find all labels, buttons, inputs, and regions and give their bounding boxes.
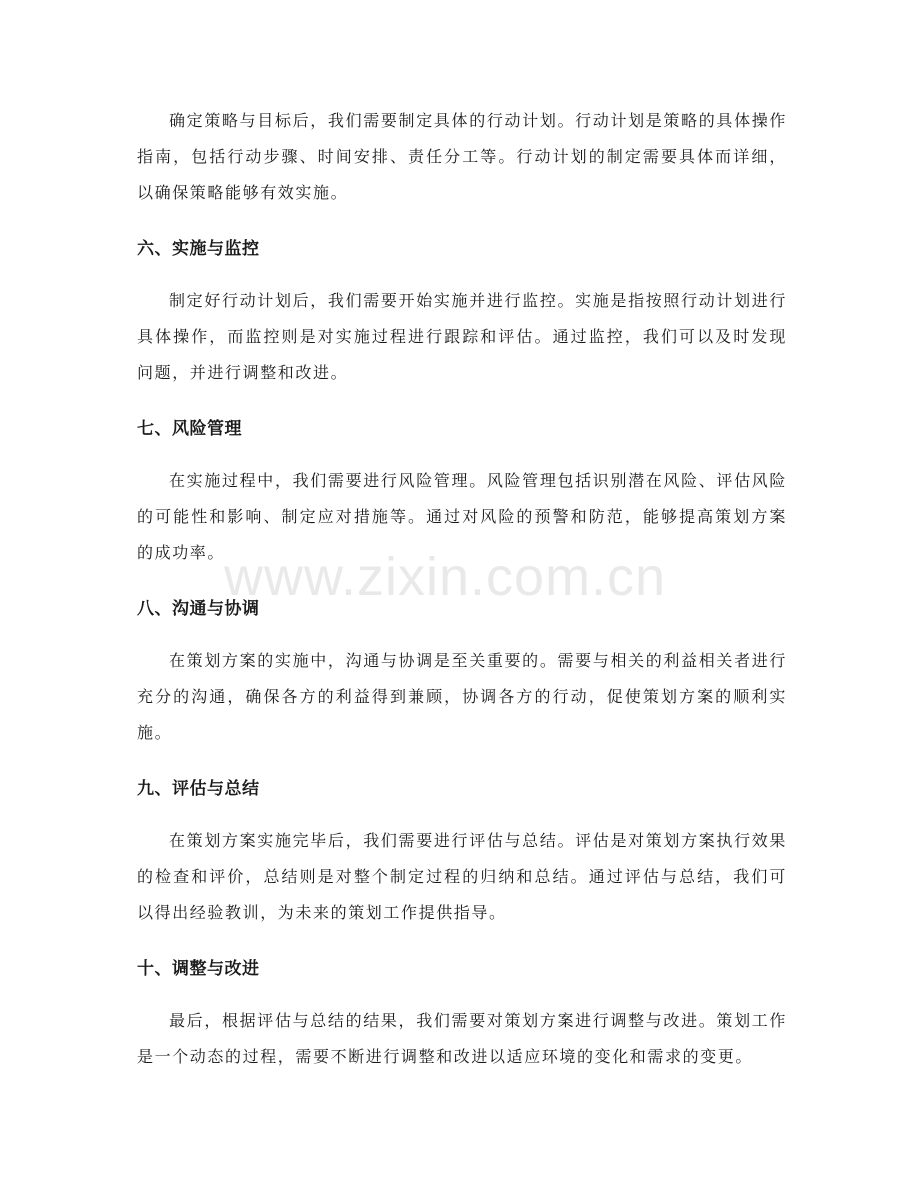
section-paragraph: 制定好行动计划后，我们需要开始实施并进行监控。实施是指按照行动计划进行具体操作，而监控则是对实施过程进行跟踪和评估。通过监控，我们可以及时发现问题，并进行调整和改进。	[137, 291, 787, 382]
section-adjustment-improvement	[137, 957, 787, 1075]
section-paragraph: 在策划方案的实施中，沟通与协调是至关重要的。需要与相关的利益相关者进行充分的沟通，确保各方的利益得到兼顾，协调各方的行动，促使策划方案的顺利实施。	[137, 651, 787, 742]
section-heading: 七、风险管理	[137, 419, 242, 439]
section-heading: 九、评估与总结	[137, 779, 260, 799]
watermark: www.zixin.com.cn	[224, 547, 667, 607]
section-evaluation-summary	[137, 777, 787, 931]
section-heading: 六、实施与监控	[137, 239, 260, 259]
section-communication-coordination	[137, 597, 787, 751]
section-heading: 八、沟通与协调	[137, 599, 260, 619]
section-paragraph: 最后，根据评估与总结的结果，我们需要对策划方案进行调整与改进。策划工作是一个动态的过程，需要不断进行调整和改进以适应环境的变化和需求的变更。	[137, 1011, 787, 1066]
section-paragraph: 在实施过程中，我们需要进行风险管理。风险管理包括识别潜在风险、评估风险的可能性和影响、制定应对措施等。通过对风险的预警和防范，能够提高策划方案的成功率。	[137, 471, 787, 562]
section-risk-management	[137, 417, 787, 571]
section-paragraph: 在策划方案实施完毕后，我们需要进行评估与总结。评估是对策划方案执行效果的检查和评价，总结则是对整个制定过程的归纳和总结。通过评估与总结，我们可以得出经验教训，为未来的策划工作提供指导。	[137, 831, 787, 922]
intro-paragraph: 确定策略与目标后，我们需要制定具体的行动计划。行动计划是策略的具体操作指南，包括行动步骤、时间安排、责任分工等。行动计划的制定需要具体而详细，以确保策略能够有效实施。	[137, 111, 787, 202]
section-implementation-monitoring	[137, 237, 787, 391]
document-body	[137, 103, 787, 1101]
section-heading: 十、调整与改进	[137, 959, 260, 979]
